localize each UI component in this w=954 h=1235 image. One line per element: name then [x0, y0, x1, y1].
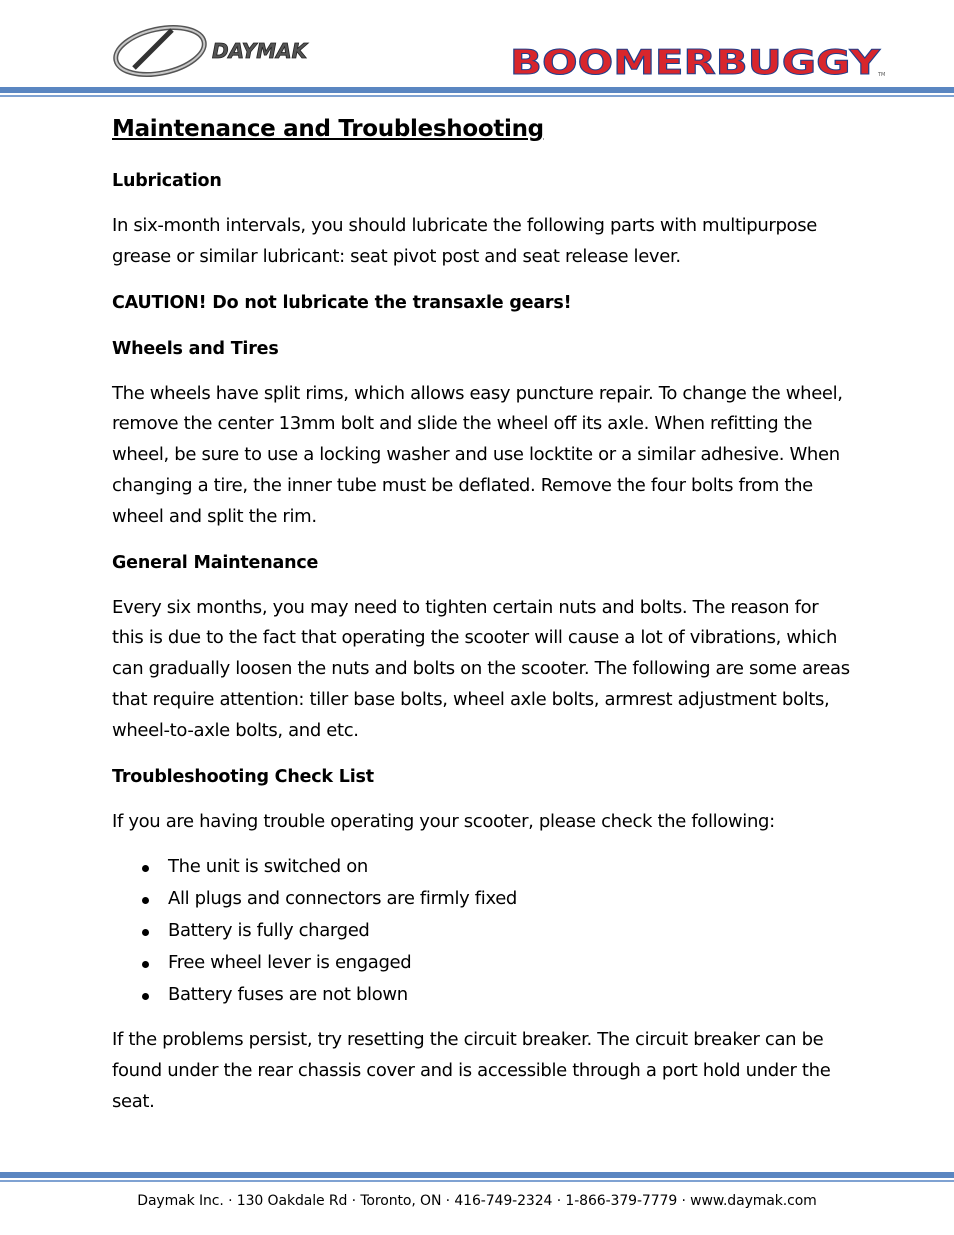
- page-title: Maintenance and Troubleshooting: [112, 116, 544, 142]
- wheels-body: The wheels have split rims, which allows easy puncture repair. To change the wheel, remove the center 13mm bolt and slide the wheel off its axle. When refitting the wheel, be sure to use a locking washer and use locktite or a similar adhesive. When changing a tire, the inner tube must be deflated. Remove the four bolts from the wheel and split the rim.: [112, 382, 843, 527]
- general-maintenance-body: Every six months, you may need to tighten certain nuts and bolts. The reason for this is due to the fact that operating the scooter will cause a lot of vibrations, which can gradually loosen the nuts and bolts on the scooter. The following are some areas that require attention: tiller base bolts, wheel axle bolts, armrest adjustment bolts, wheel-to-axle bolts, and etc.: [112, 596, 850, 741]
- checklist: [112, 851, 852, 1011]
- list-item: Free wheel lever is engaged: [112, 947, 852, 979]
- daymak-logo: [112, 18, 337, 80]
- header-rule: [0, 87, 954, 93]
- list-item: The unit is switched on: [112, 851, 852, 883]
- trademark-mark: TM: [878, 72, 886, 78]
- troubleshooting-intro: If you are having trouble operating your scooter, please check the following:: [112, 810, 775, 832]
- troubleshooting-closing: If the problems persist, try resetting the circuit breaker. The circuit breaker can be found under the rear chassis cover and is accessible through a port hold under the seat.: [112, 1029, 831, 1112]
- troubleshooting-heading: Troubleshooting Check List: [112, 766, 374, 787]
- footer-rule: [0, 1172, 954, 1178]
- caution-text: CAUTION! Do not lubricate the transaxle gears!: [112, 292, 572, 313]
- footer-contact: Daymak Inc. · 130 Oakdale Rd · Toronto, ON · 416-749-2324 · 1-866-379-7779 · www.daymak.com: [137, 1193, 817, 1209]
- boomerbuggy-logo-text: BOOMERBUGGY: [510, 43, 881, 80]
- footer-rule-thin: [0, 1180, 954, 1182]
- daymak-logo-text: DAYMAK: [212, 39, 308, 63]
- list-item: All plugs and connectors are firmly fixed: [112, 883, 852, 915]
- header-rule-thin: [0, 95, 954, 97]
- general-maintenance-heading: General Maintenance: [112, 552, 319, 573]
- document-content: [112, 112, 852, 1118]
- lubrication-heading: Lubrication: [112, 171, 222, 191]
- boomerbuggy-logo: [510, 40, 888, 80]
- list-item: Battery fuses are not blown: [112, 979, 852, 1011]
- lubrication-body: In six-month intervals, you should lubricate the following parts with multipurpose grease or similar lubricant: seat pivot post and seat release lever.: [112, 215, 817, 267]
- daymak-swoosh-icon: [112, 18, 337, 80]
- list-item: Battery is fully charged: [112, 915, 852, 947]
- wheels-heading: Wheels and Tires: [112, 338, 279, 359]
